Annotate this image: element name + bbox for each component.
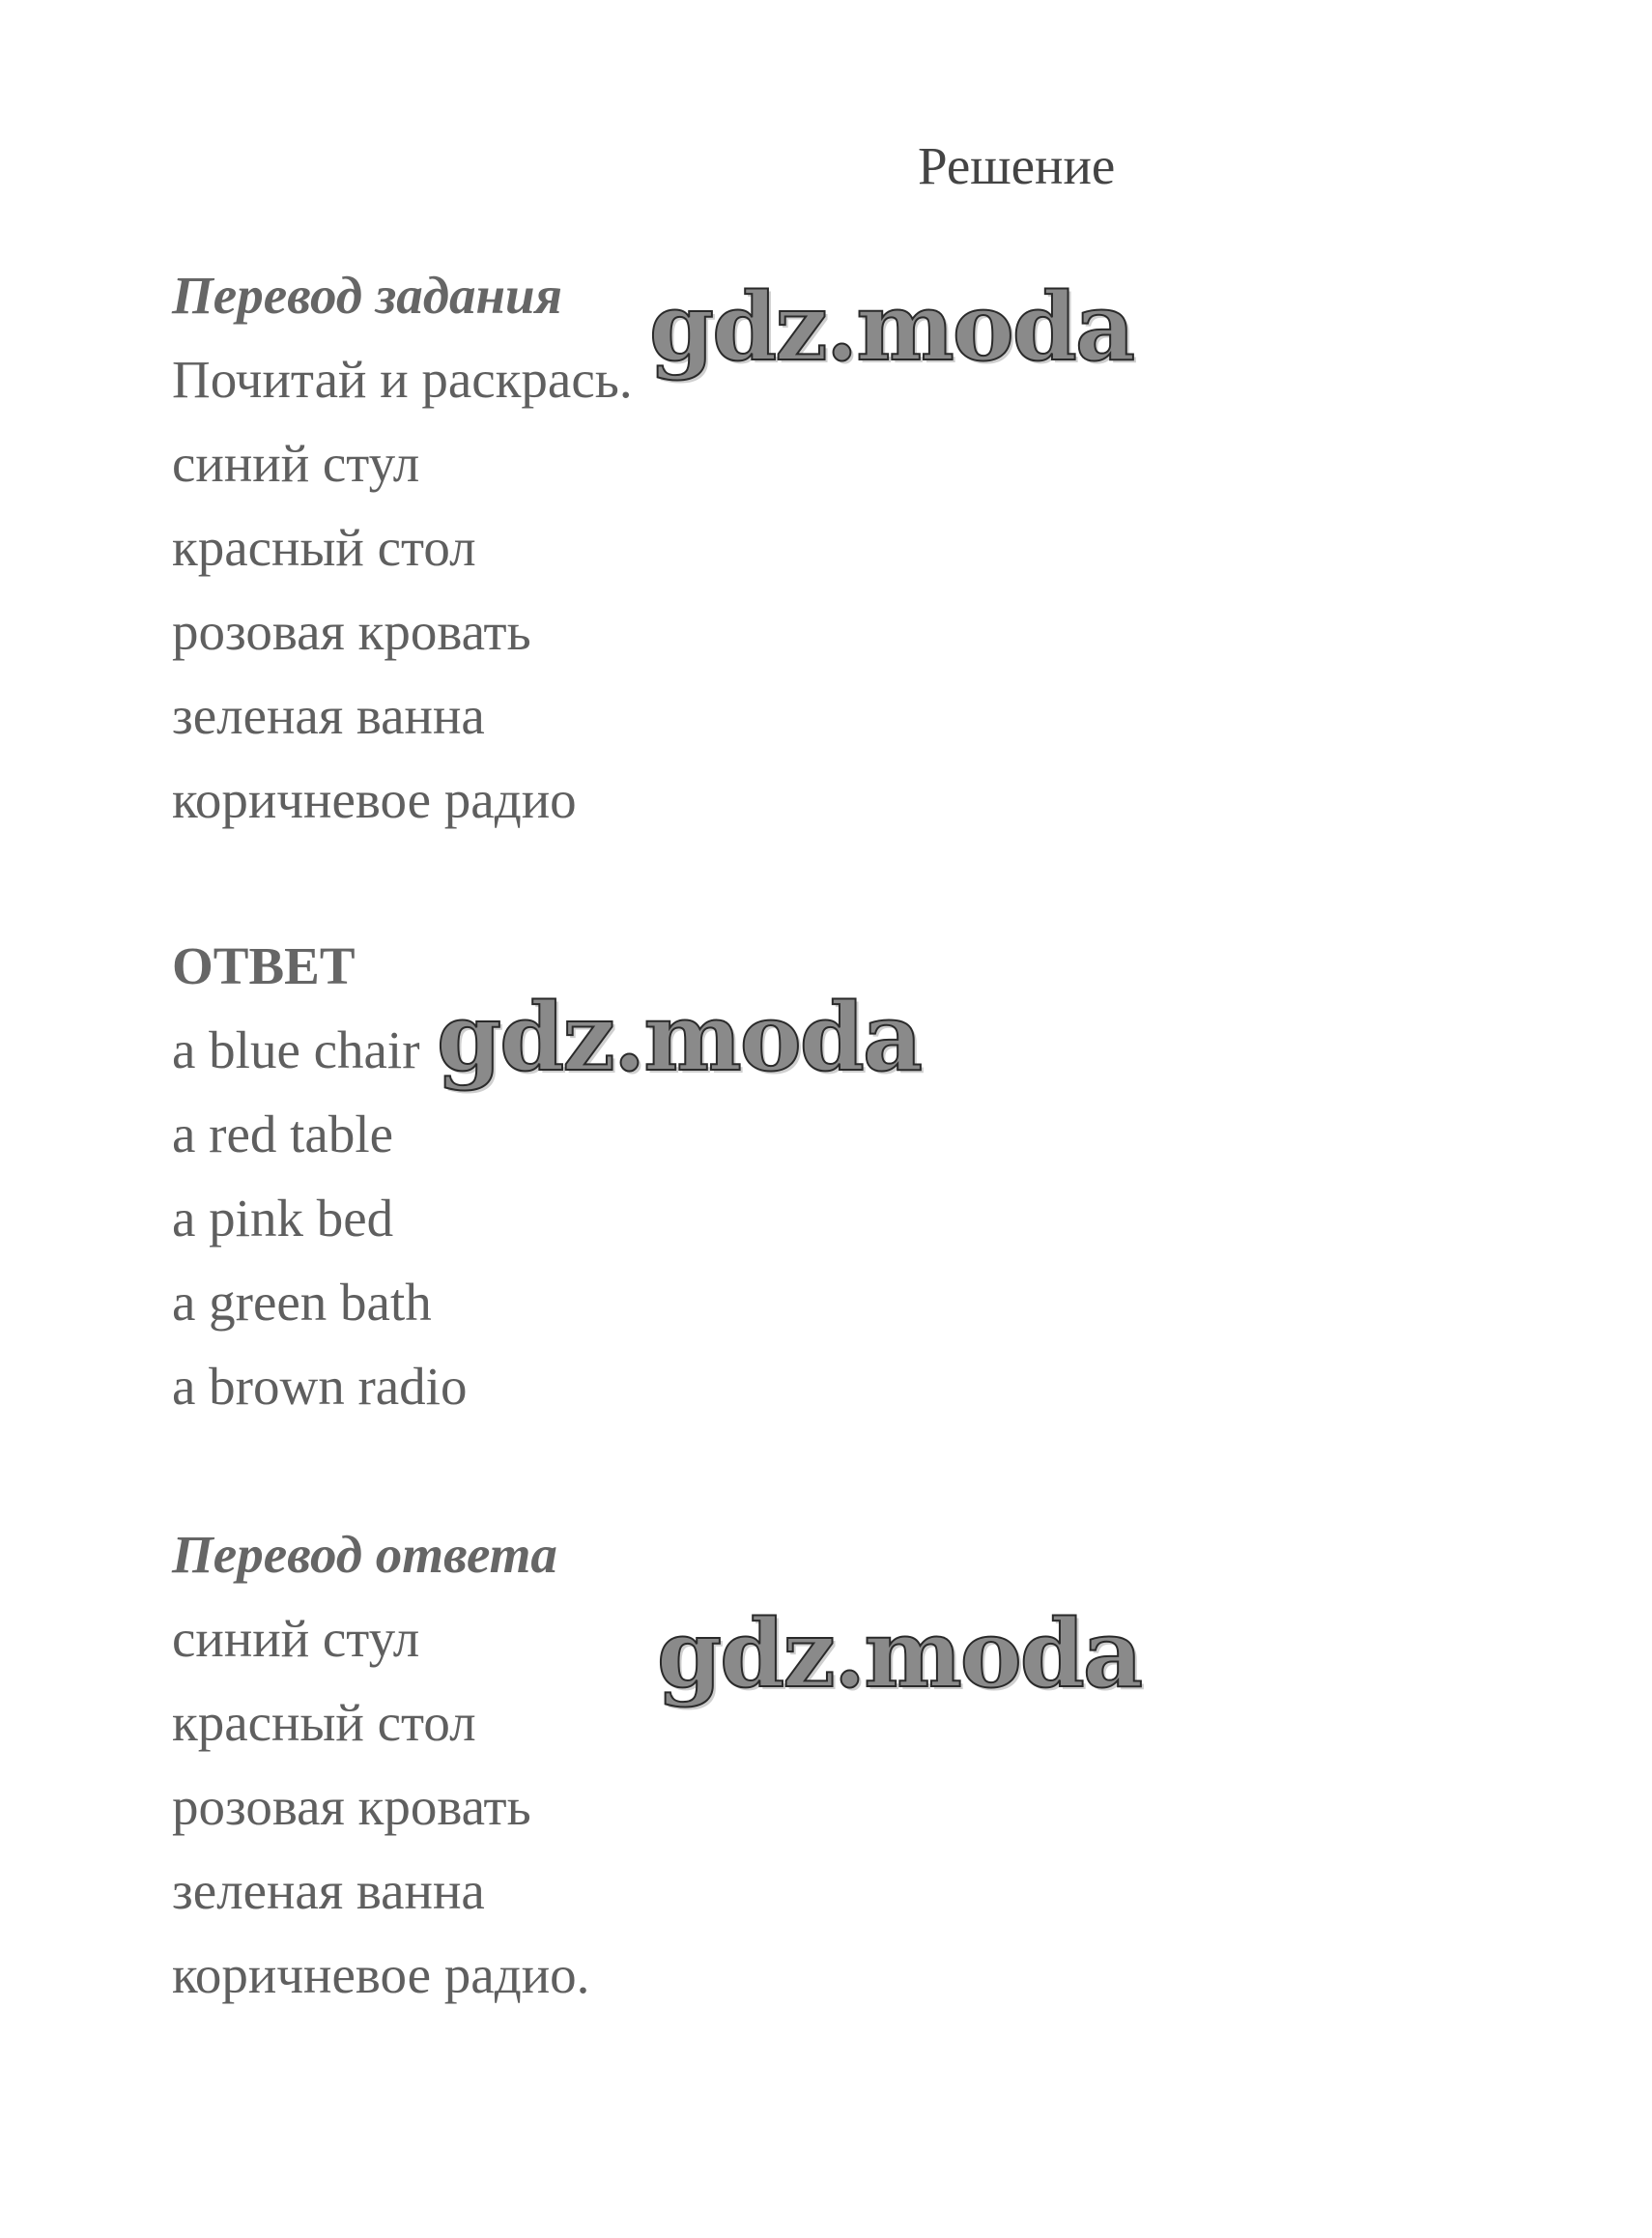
list-item: a red table (172, 1105, 394, 1163)
list-item: красный стол (172, 518, 476, 577)
list-item: розовая кровать (172, 1777, 531, 1836)
list-item: зеленая ванна (172, 686, 485, 745)
list-item: a pink bed (172, 1189, 394, 1248)
list-item: Почитай и раскрась. (172, 350, 633, 409)
list-item: a green bath (172, 1273, 432, 1332)
answer-translation-heading: Перевод ответа (172, 1525, 557, 1584)
list-item: зеленая ванна (172, 1861, 485, 1920)
list-item: a brown radio (172, 1357, 468, 1416)
list-item: синий стул (172, 434, 420, 493)
watermark: gdz.moda (649, 273, 1134, 382)
list-item: красный стол (172, 1693, 476, 1752)
list-item: коричневое радио. (172, 1945, 590, 2004)
list-item: коричневое радио (172, 770, 577, 829)
task-translation-heading: Перевод задания (172, 266, 562, 325)
list-item: a blue chair (172, 1020, 420, 1079)
answer-translation-section (172, 1512, 1428, 2017)
watermark: gdz.moda (657, 1599, 1142, 1708)
answer-heading: ОТВЕТ (172, 936, 356, 995)
page-title: Решение (918, 136, 1116, 195)
list-item: синий стул (172, 1609, 420, 1668)
watermark: gdz.moda (437, 983, 922, 1092)
list-item: розовая кровать (172, 602, 531, 661)
